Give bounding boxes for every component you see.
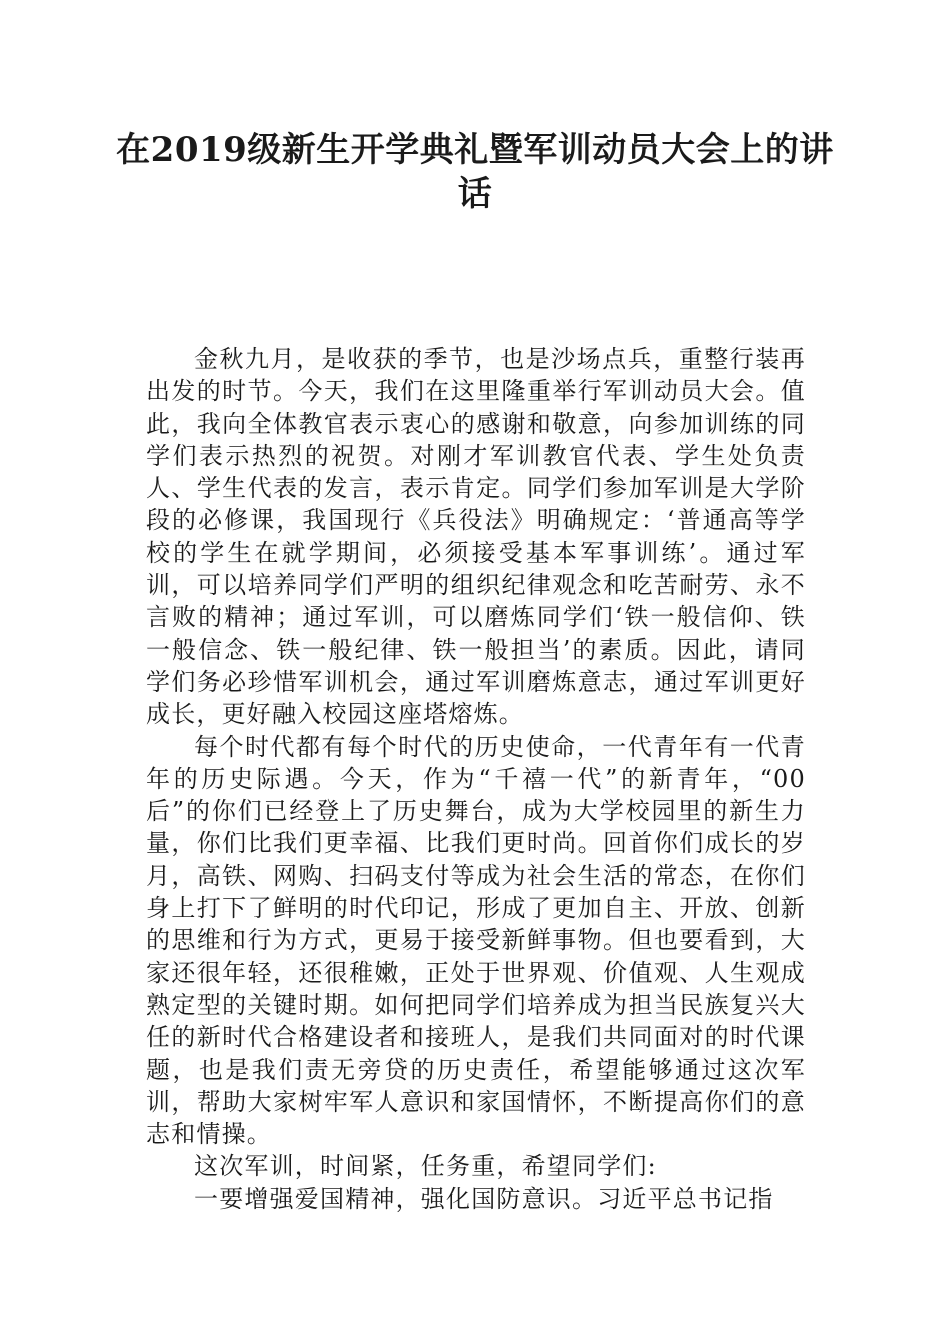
document-body: [146, 343, 806, 1215]
paragraph-4: 一要增强爱国精神，强化国防意识。习近平总书记指: [194, 1184, 774, 1213]
paragraph-3: 这次军训，时间紧，任务重，希望同学们:: [194, 1152, 657, 1181]
document-title: 在2019级新生开学典礼暨军训动员大会上的讲话: [116, 130, 834, 214]
paragraph-2: 每个时代都有每个时代的历史使命，一代青年有一代青年的历史际遇。今天，作为“千禧一代”的新青年，“00后”的你们已经登上了历史舞台，成为大学校园里的新生力量，你们比我们更幸福、比我们更时尚。回首你们成长的岁月，高铁、网购、扫码支付等成为社会生活的常态，在你们身上打下了鲜明的时代印记，形成了更加自主、开放、创新的思维和行为方式，更易于接受新鲜事物。但也要看到，大家还很年轻，还很稚嫩，正处于世界观、价值观、人生观成熟定型的关键时期。如何把同学们培养成为担当民族复兴大任的新时代合格建设者和接班人，是我们共同面对的时代课题，也是我们责无旁贷的历史责任，希望能够通过这次军训，帮助大家树牢军人意识和家国情怀，不断提高你们的意志和情操。: [146, 732, 806, 1149]
paragraph-1: 金秋九月，是收获的季节，也是沙场点兵，重整行装再出发的时节。今天，我们在这里隆重举行军训动员大会。值此，我向全体教官表示衷心的感谢和敬意，向参加训练的同学们表示热烈的祝贺。对刚才军训教官代表、学生处负责人、学生代表的发言，表示肯定。同学们参加军训是大学阶段的必修课，我国现行《兵役法》明确规定：‘普通高等学校的学生在就学期间，必须接受基本军事训练’。通过军训，可以培养同学们严明的组织纪律观念和吃苦耐劳、永不言败的精神；通过军训，可以磨炼同学们‘铁一般信仰、铁一般信念、铁一般纪律、铁一般担当’的素质。因此，请同学们务必珍惜军训机会，通过军训磨炼意志，通过军训更好成长，更好融入校园这座塔熔炼。: [146, 345, 806, 729]
